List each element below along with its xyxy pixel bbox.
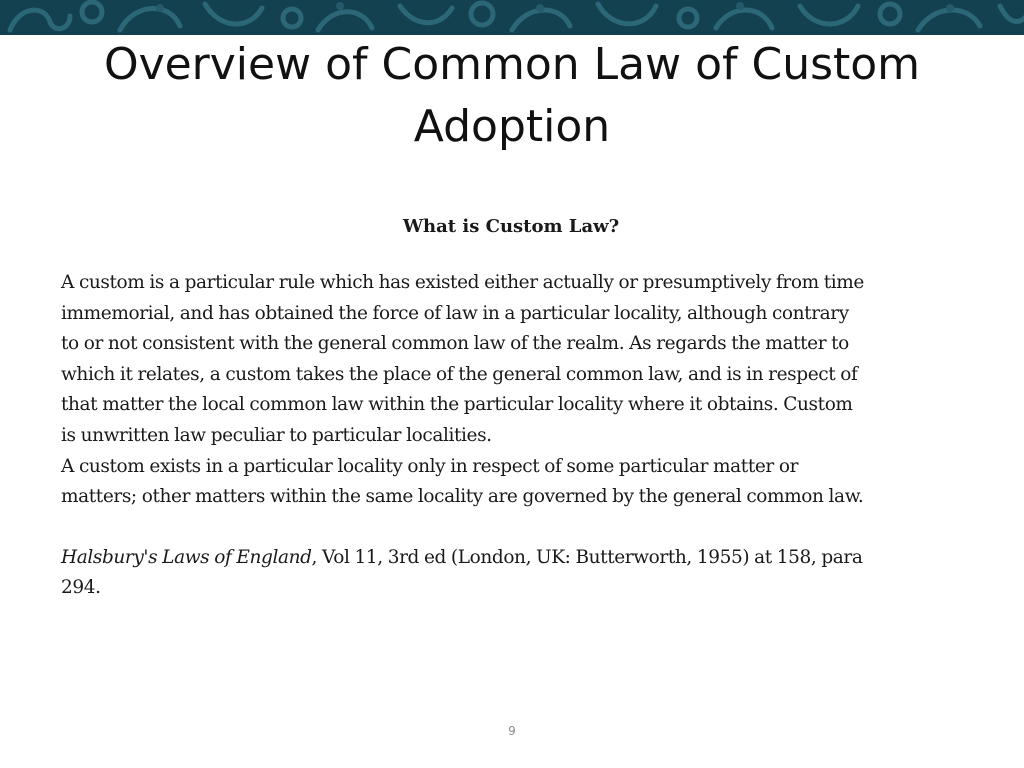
paragraph-line: immemorial, and has obtained the force of law in a particular locality, although contrary xyxy=(61,302,849,324)
citation-source-title: Halsbury's Laws of England xyxy=(61,546,312,568)
slide-body xyxy=(61,212,961,604)
spacer xyxy=(61,513,961,543)
paragraph-line: to or not consistent with the general common law of the realm. As regards the matter to xyxy=(61,333,849,355)
citation-details: , Vol 11, 3rd ed (London, UK: Butterworth, 1955) at 158, para xyxy=(311,546,863,568)
section-heading: What is Custom Law? xyxy=(402,216,620,237)
locality-paragraph xyxy=(61,452,961,513)
slide-title-line-2: Adoption xyxy=(413,101,611,152)
slide-title-line-1: Overview of Common Law of Custom xyxy=(103,39,921,90)
citation-line xyxy=(61,543,961,574)
paragraph-line: which it relates, a custom takes the place of the general common law, and is in respect of xyxy=(61,363,858,385)
paragraph-line: matters; other matters within the same locality are governed by the general common law. xyxy=(61,486,864,508)
paragraph-line: is unwritten law peculiar to particular localities. xyxy=(61,424,492,446)
decorative-banner xyxy=(0,0,1024,35)
paragraph-line: A custom is a particular rule which has existed either actually or presumptively from time xyxy=(61,272,864,293)
page-number: 9 xyxy=(508,724,516,738)
slide-title xyxy=(40,34,984,158)
citation xyxy=(61,543,961,604)
ornament-pattern-icon xyxy=(0,0,1024,35)
definition-paragraph xyxy=(61,268,961,452)
paragraph-line: that matter the local common law within the particular locality where it obtains. Custom xyxy=(61,394,853,416)
paragraph-line: A custom exists in a particular locality only in respect of some particular matter or xyxy=(61,455,799,477)
citation-line-end: 294. xyxy=(61,577,101,599)
